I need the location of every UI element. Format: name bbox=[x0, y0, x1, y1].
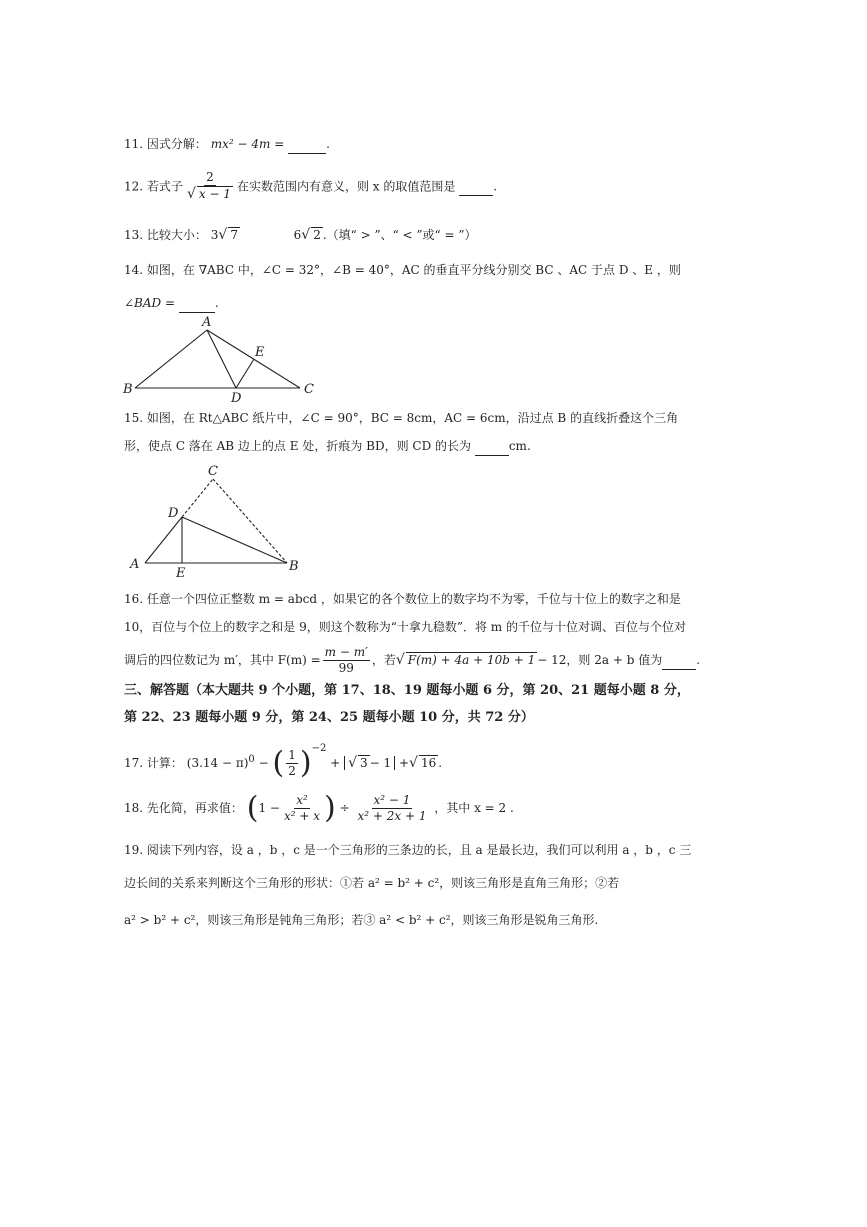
question-11: 11. 因式分解： mx² − 4m = . bbox=[124, 137, 330, 154]
question-text: 如图，在 ∇ABC 中，∠C = 32°，∠B = 40°，AC 的垂直平分线分别交 BC 、AC 于点 D 、E ，则 bbox=[146, 263, 681, 277]
question-number: 15. bbox=[124, 411, 144, 425]
answer-blank[interactable] bbox=[662, 653, 696, 670]
label-A: A bbox=[202, 315, 212, 330]
section-heading-line2: 第 22、23 题每小题 9 分，第 24、25 题每小题 10 分，共 72 分） bbox=[124, 710, 534, 725]
question-number: 14. bbox=[124, 263, 144, 277]
left-radicand: 7 bbox=[230, 228, 238, 242]
question-text: 因式分解： bbox=[146, 137, 207, 151]
question-14-line2: ∠BAD = . bbox=[124, 296, 219, 313]
right-radicand: 2 bbox=[313, 228, 321, 242]
question-text: 边长间的关系来判断这个三角形的形状：①若 a² = b² + c²，则该三角形是直角三角形；②若 bbox=[124, 876, 620, 890]
question-number: 11. bbox=[124, 137, 144, 151]
answer-blank[interactable] bbox=[288, 137, 326, 154]
label-C: C bbox=[208, 464, 218, 479]
question-text: 如图，在 Rt△ABC 纸片中，∠C = 90°，BC = 8cm，AC = 6cm，沿过点 B 的直线折叠这个三角 bbox=[146, 411, 679, 425]
question-15-line2: 形，使点 C 落在 AB 边上的点 E 处，折痕为 BD，则 CD 的长为 cm. bbox=[124, 439, 531, 456]
question-text: 比较大小： bbox=[146, 228, 207, 242]
math-expression: mx² − 4m = bbox=[210, 137, 285, 151]
label-A: A bbox=[130, 557, 140, 572]
question-number: 17. bbox=[124, 756, 144, 770]
question-19-line1 bbox=[124, 843, 691, 859]
absolute-value: √ 3 − 1 bbox=[344, 756, 395, 770]
question-18: 18. 先化简，再求值： (1 − $\frac{\text{x²}}{\text{x² + x}}$ ) ÷ $\frac{\text{x² − 1}}{\text{x² + 2x + 1}}$ ，其中 x = 2 . bbox=[124, 790, 514, 826]
label-D: D bbox=[231, 391, 242, 406]
answer-blank[interactable] bbox=[179, 296, 215, 313]
section-heading: 三、解答题（本大题共 9 个小题，第 17、18、19 题每小题 6 分，第 20、21 题每小题 8 分， bbox=[124, 683, 690, 698]
radicand: F(m) + 4a + 10b + 1 bbox=[407, 653, 536, 667]
question-number: 13. bbox=[124, 228, 144, 242]
question-hint: .（填“ > ”、“ < ”或“ = ”） bbox=[322, 228, 477, 242]
fraction: $\frac{m - m'}{99}$ bbox=[324, 645, 368, 675]
question-12: 12. 若式子 $\frac{2}{√ x - 1}$ 在实数范围内有意义，则 x 的取值范围是 . bbox=[124, 170, 498, 202]
fraction: $\frac{2}{√ x - 1}$ bbox=[186, 170, 231, 202]
fraction: $\frac{1}{2}$ bbox=[288, 748, 296, 778]
label-D: D bbox=[168, 506, 179, 521]
fraction: $\frac{\text{x²}}{\text{x² + x}}$ bbox=[284, 793, 321, 823]
label-E: E bbox=[176, 566, 186, 581]
question-number: 12. bbox=[124, 179, 144, 194]
question-text: a² > b² + c²，则该三角形是钝角三角形；若③ a² < b² + c²，则该三角形是锐角三角形. bbox=[124, 913, 599, 927]
fraction: $\frac{\text{x² − 1}}{\text{x² + 2x + 1}}$ bbox=[357, 793, 427, 823]
question-text-pre: 若式子 bbox=[146, 179, 183, 194]
label-C: C bbox=[304, 382, 314, 397]
question-text: 计算： bbox=[146, 756, 183, 770]
question-number: 16. bbox=[124, 592, 144, 606]
question-15-line1 bbox=[124, 411, 678, 427]
label-B: B bbox=[123, 382, 133, 397]
question-17: 17. 计算： $(3.14 - \pi)^0$ − ( $\frac{1}{2}$ )$^{-2}$ + √ 3 − 1 +√ 16 . bbox=[124, 743, 443, 781]
question-text: 形，使点 C 落在 AB 边上的点 E 处，折痕为 BD，则 CD 的长为 bbox=[124, 439, 471, 453]
question-text: 阅读下列内容，设 a ，b ，c 是一个三角形的三条边的长，且 a 是最长边，我们可以利用 a ，b ，c 三 bbox=[146, 843, 692, 857]
question-16-line1 bbox=[124, 592, 681, 608]
label-E: E bbox=[255, 345, 265, 360]
question-text: 10，百位与个位上的数字之和是 9，则这个数称为“十拿九稳数”．将 m 的千位与十位对调、百位与个位对 bbox=[124, 620, 686, 634]
question-number: 18. bbox=[124, 801, 144, 815]
question-text: 任意一个四位正整数 m = abcd ，如果它的各个数位上的数字均不为零，千位与十位上的数字之和是 bbox=[146, 592, 681, 606]
question-16-line2 bbox=[124, 620, 686, 636]
question-13: 13. 比较大小： 3√ 7 6√ 2 .（填“ > ”、“ < ”或“ = ”） bbox=[124, 227, 477, 243]
question-text: 先化简，再求值： bbox=[146, 801, 243, 815]
answer-blank[interactable] bbox=[244, 228, 290, 244]
question-19-line3 bbox=[124, 913, 598, 929]
label-B: B bbox=[289, 559, 299, 574]
question-text-post: 在实数范围内有意义，则 x 的取值范围是 bbox=[236, 179, 456, 194]
answer-blank[interactable] bbox=[459, 179, 493, 196]
question-14-line1 bbox=[124, 263, 681, 279]
question-19-line2 bbox=[124, 876, 619, 892]
question-number: 19. bbox=[124, 843, 144, 857]
answer-blank[interactable] bbox=[475, 439, 509, 456]
question-16-line3: 调后的四位数记为 m′，其中 F(m) = $\frac{m - m'}{99}$ ，若√ F(m) + 4a + 10b + 1 − 12，则 2a + b 值为 . bbox=[124, 645, 701, 675]
